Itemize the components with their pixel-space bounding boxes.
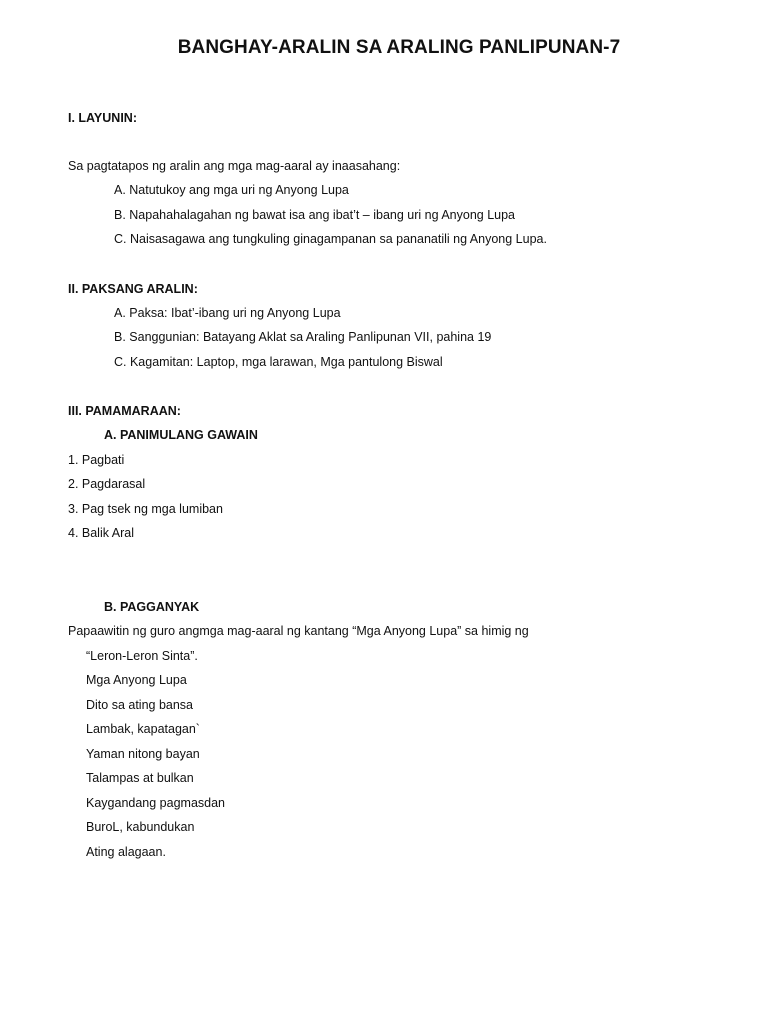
song-line: Ating alagaan. [86,845,166,859]
topic-item-c: C. Kagamitan: Laptop, mga larawan, Mga pantulong Biswal [114,355,443,369]
motivation-intro-line-1: Papaawitin ng guro angmga mag-aaral ng kantang “Mga Anyong Lupa” sa himig ng [68,624,529,638]
song-line: Talampas at bulkan [86,771,194,785]
list-item: 2. Pagdarasal [68,477,146,491]
song-line: Dito sa ating bansa [86,698,194,712]
objective-a: A. Natutukoy ang mga uri ng Anyong Lupa [114,183,349,197]
section-1-heading: I. LAYUNIN: [68,111,137,125]
subsection-a-heading: A. PANIMULANG GAWAIN [104,428,258,442]
song-line: Lambak, kapatagan` [86,722,200,736]
list-item: 3. Pag tsek ng mga lumiban [68,502,223,516]
document-title: BANGHAY-ARALIN SA ARALING PANLIPUNAN-7 [177,37,621,58]
section-1-intro: Sa pagtatapos ng aralin ang mga mag-aaral ay inaasahang: [68,159,401,173]
section-3-heading: III. PAMAMARAAN: [68,404,181,418]
subsection-b-heading: B. PAGGANYAK [104,600,200,614]
song-line: BuroL, kabundukan [86,820,195,834]
objective-b: B. Napahahalagahan ng bawat isa ang ibat’t – ibang uri ng Anyong Lupa [114,208,516,222]
section-2-heading: II. PAKSANG ARALIN: [68,282,198,296]
list-item: 4. Balik Aral [68,526,135,540]
topic-item-a: A. Paksa: Ibat’-ibang uri ng Anyong Lupa [114,306,341,320]
song-line: Mga Anyong Lupa [86,673,187,687]
list-item: 1. Pagbati [68,453,125,467]
objective-c: C. Naisasagawa ang tungkuling ginagampanan sa pananatili ng Anyong Lupa. [114,232,547,246]
song-line: Kaygandang pagmasdan [86,796,226,810]
motivation-intro-line-2: “Leron-Leron Sinta”. [86,649,198,663]
topic-item-b: B. Sanggunian: Batayang Aklat sa Araling Panlipunan VII, pahina 19 [114,330,492,344]
song-line: Yaman nitong bayan [86,747,200,761]
